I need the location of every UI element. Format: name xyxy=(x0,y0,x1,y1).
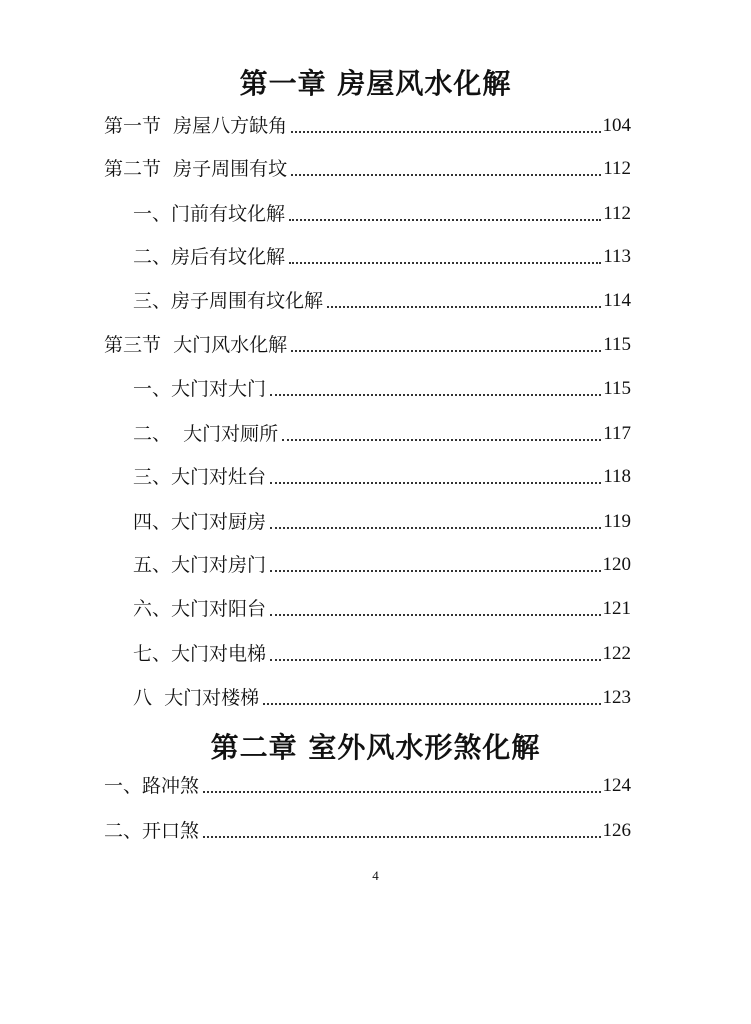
toc-entry xyxy=(104,155,631,183)
toc-entry-page: 115 xyxy=(603,378,631,399)
toc-entry-page: 121 xyxy=(602,598,631,619)
dot-leader xyxy=(263,703,600,705)
toc-entry-label: 二、房后有坟化解 xyxy=(133,246,286,268)
toc-entry-label: 一、路冲煞 xyxy=(104,775,200,797)
toc-entry xyxy=(104,112,631,140)
dot-leader xyxy=(270,614,600,616)
dot-leader xyxy=(291,131,600,133)
toc-entry-page: 118 xyxy=(603,466,631,487)
toc-entry-label: 二、 大门对厕所 xyxy=(133,423,279,445)
page-number: 4 xyxy=(372,868,379,883)
dot-leader xyxy=(291,350,601,352)
toc-entry-label: 一、大门对大门 xyxy=(133,378,267,400)
chapter-2-title: 第二章 室外风水形煞化解 xyxy=(210,731,541,764)
dot-leader xyxy=(203,791,600,793)
toc-entry xyxy=(133,287,631,315)
toc-entry-label: 第一节 房屋八方缺角 xyxy=(104,115,288,137)
toc-entry-label: 六、大门对阳台 xyxy=(133,598,267,620)
toc-entry-label: 八 大门对楼梯 xyxy=(133,687,260,709)
toc-entry-label: 第三节 大门风水化解 xyxy=(104,334,288,356)
toc-entry xyxy=(104,817,631,845)
toc-entry xyxy=(133,200,631,228)
toc-entry-page: 119 xyxy=(603,511,631,532)
toc-entry-label: 三、房子周围有坟化解 xyxy=(133,290,324,312)
toc-entry-page: 112 xyxy=(603,158,631,179)
dot-leader xyxy=(291,174,601,176)
toc-entry xyxy=(133,595,631,623)
toc-entry-label: 二、开口煞 xyxy=(104,820,200,842)
toc-entry xyxy=(104,331,631,359)
dot-leader xyxy=(270,482,601,484)
dot-leader xyxy=(289,219,601,221)
toc-entry-page: 114 xyxy=(603,290,631,311)
toc-entry-label: 七、大门对电梯 xyxy=(133,643,267,665)
toc-entry xyxy=(133,375,631,403)
toc-entry-page: 113 xyxy=(603,246,631,267)
toc-entry-label: 五、大门对房门 xyxy=(133,554,267,576)
toc-entry-page: 104 xyxy=(602,115,631,136)
toc-entry xyxy=(133,243,631,271)
toc-entry-page: 120 xyxy=(602,554,631,575)
toc-entry-page: 115 xyxy=(603,334,631,355)
toc-entry-page: 124 xyxy=(602,775,631,796)
toc-entry xyxy=(133,463,631,491)
dot-leader xyxy=(289,262,601,264)
dot-leader xyxy=(327,306,601,308)
toc-entry-page: 117 xyxy=(603,423,631,444)
toc-entry xyxy=(133,420,631,448)
dot-leader xyxy=(203,836,600,838)
toc-entry-page: 122 xyxy=(602,643,631,664)
toc-entry-label: 第二节 房子周围有坟 xyxy=(104,158,288,180)
toc-entry xyxy=(133,551,631,579)
toc-entry xyxy=(133,684,631,712)
dot-leader xyxy=(282,439,601,441)
toc-entry xyxy=(133,640,631,668)
toc-entry-label: 四、大门对厨房 xyxy=(133,511,267,533)
dot-leader xyxy=(270,394,601,396)
chapter-1-title: 第一章 房屋风水化解 xyxy=(239,67,512,100)
toc-entry-label: 三、大门对灶台 xyxy=(133,466,267,488)
toc-entry-page: 112 xyxy=(603,203,631,224)
toc-entry-page: 123 xyxy=(602,687,631,708)
toc-entry xyxy=(133,508,631,536)
dot-leader xyxy=(270,659,600,661)
toc-entry-label: 一、门前有坟化解 xyxy=(133,203,286,225)
toc-entry xyxy=(104,772,631,800)
dot-leader xyxy=(270,527,601,529)
dot-leader xyxy=(270,570,600,572)
toc-entry-page: 126 xyxy=(602,820,631,841)
